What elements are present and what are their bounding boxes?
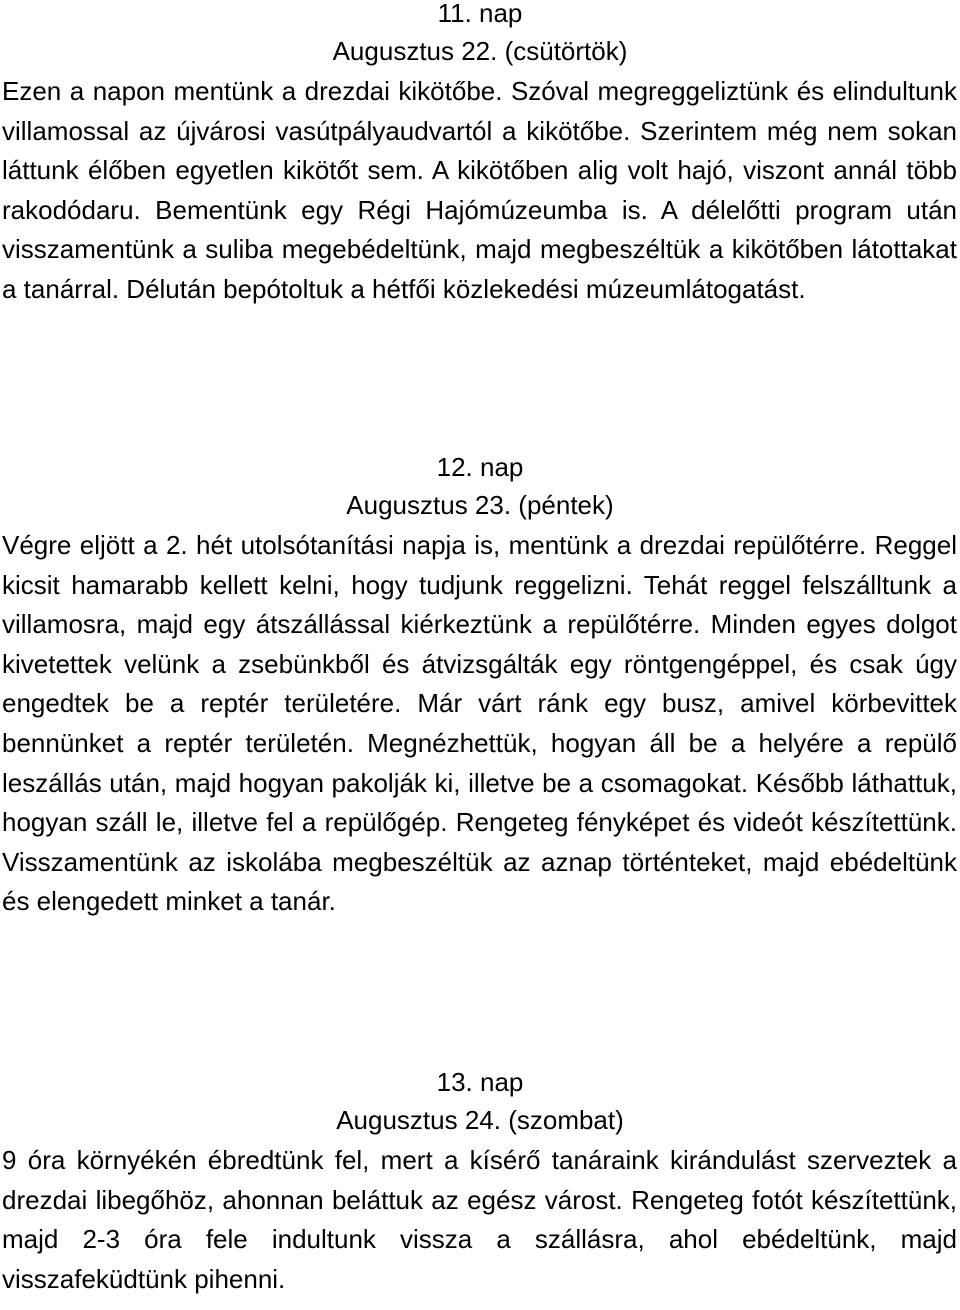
day-date: Augusztus 22. (csütörtök) (332, 36, 628, 66)
day-paragraph: 9 óra környékén ébredtünk fel, mert a kísérő tanáraink kirándulást szerveztek a drezdai libegőhöz, ahonnan beláttuk az egész várost. Rengeteg fotót készítettünk, majd 2-3 óra fele indultunk vissza a szállásra, ahol ebédeltünk, majd visszafeküdtünk pihenni. (2, 1145, 957, 1294)
day-section-13 (0, 1063, 960, 1299)
day-section-11 (0, 0, 960, 310)
day-number: 13. nap (436, 1067, 524, 1097)
day-section-12 (0, 448, 960, 922)
day-number: 11. nap (437, 0, 523, 28)
day-paragraph: Végre eljött a 2. hét utolsótanítási napja is, mentünk a drezdai repülőtérre. Reggel kicsit hamarabb kellett kelni, hogy tudjunk reggelizni. Tehát reggel felszálltunk a villamosra, majd egy átszállással kiérkeztünk a repülőtérre. Minden egyes dolgot kivetettek velünk a zsebünkből és átvizsgálták egy röntgengéppel, és csak úgy engedtek be a reptér területére. Már várt ránk egy busz, amivel körbevittek bennünket a reptér területén. Megnézhettük, hogyan áll be a helyére a repülő leszállás után, majd hogyan pakolják ki, illetve be a csomagokat. Később láthattuk, hogyan száll le, illetve fel a repülőgép. Rengeteg fényképet és videót készítettünk. Visszamentünk az iskolába megbeszéltük az aznap történteket, majd ebédeltünk és elengedett minket a tanár. (2, 530, 957, 917)
day-date: Augusztus 24. (szombat) (336, 1105, 624, 1135)
day-paragraph: Ezen a napon mentünk a drezdai kikötőbe. Szóval megreggeliztünk és elindultunk villamossal az újvárosi vasútpályaudvartól a kikötőbe. Szerintem még nem sokan láttunk élőben egyetlen kikötőt sem. A kikötőben alig volt hajó, viszont annál több rakodódaru. Bementünk egy Régi Hajómúzeumba is. A délelőtti program után visszamentünk a suliba megebédeltünk, majd megbeszéltük a kikötőben látottakat a tanárral. Délután bepótoltuk a hétfői közlekedési múzeumlátogatást. (2, 76, 957, 304)
day-date: Augusztus 23. (péntek) (346, 490, 614, 520)
day-number: 12. nap (436, 452, 524, 482)
